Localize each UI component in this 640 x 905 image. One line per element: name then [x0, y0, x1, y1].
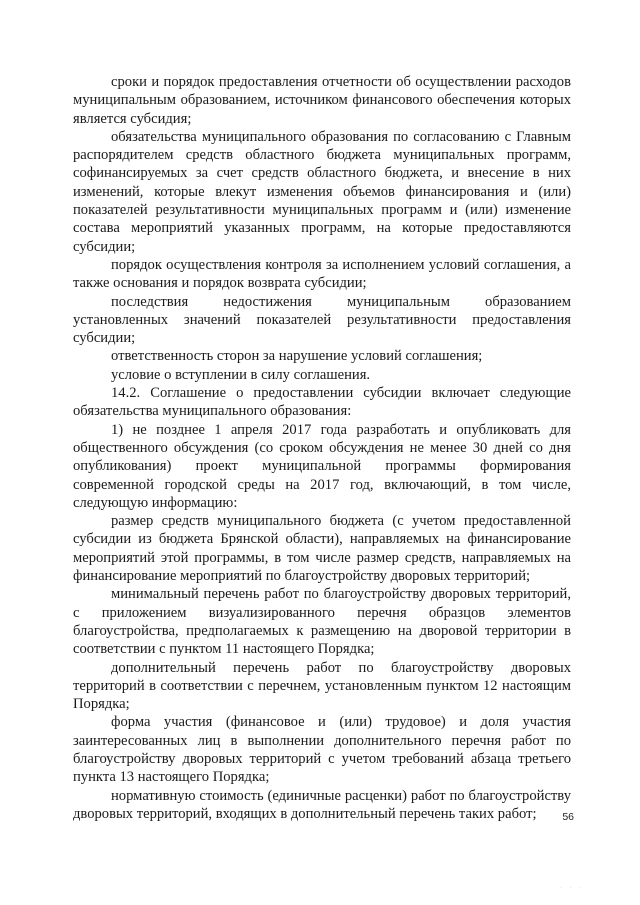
paragraph-9: размер средств муниципального бюджета (с учетом предоставленной субсидии из бюджета Брянской области), направляемых на финансирование мероприятий этой программы, в том числе размер средств, направляемых на финансирование мероприятий по благоустройству дворовых территорий; — [73, 513, 571, 585]
paragraph-11: дополнительный перечень работ по благоустройству дворовых территорий в соответствии с перечнем, установленным пунктом 12 настоящим Порядка; — [73, 659, 571, 713]
paragraph-13: нормативную стоимость (единичные расценки) работ по благоустройству дворовых территорий, входящих в дополнительный перечень таких работ; — [73, 787, 571, 822]
body-text — [73, 73, 571, 823]
paragraph-3: порядок осуществления контроля за исполнением условий соглашения, а также основания и порядок возврата субсидии; — [73, 256, 571, 292]
paragraph-7: 14.2. Соглашение о предоставлении субсидии включает следующие обязательства муниципального образования: — [73, 385, 571, 420]
paragraph-1: сроки и порядок предоставления отчетности об осуществлении расходов муниципальным образованием, источником финансового обеспечения которых является субсидия; — [73, 74, 571, 127]
paragraph-6: условие о вступлении в силу соглашения. — [111, 366, 371, 383]
paragraph-10: минимальный перечень работ по благоустройству дворовых территорий, с приложением визуализированного перечня образцов элементов благоустройства, предполагаемых к размещению на дворовой территории в соответствии с пунктом 11 настоящего Порядка; — [73, 586, 571, 658]
paragraph-12: форма участия (финансовое и (или) трудовое) и доля участия заинтересованных лиц в выполнении дополнительного перечня работ по благоустройству дворовых территорий с учетом требований абзаца третьего пункта 13 настоящего Порядка; — [73, 714, 571, 786]
page-number: 56 — [562, 811, 574, 823]
paragraph-4: последствия недостижения муниципальным образованием установленных значений показателей результативности предоставления субсидии; — [73, 293, 571, 347]
paragraph-8: 1) не позднее 1 апреля 2017 года разработать и опубликовать для общественного обсуждения (со сроком обсуждения не менее 30 дней со дня опубликования) проект муниципальной программы формирования современной городской среды на 2017 год, включающий, в том числе, следующую информацию: — [73, 421, 571, 511]
paragraph-5: ответственность сторон за нарушение условий соглашения; — [111, 348, 483, 365]
paragraph-2: обязательства муниципального образования по согласованию с Главным распорядителем средств областного бюджета муниципальных программ, софинансируемых за счет средств областного бюджета, и внесение в них изменений, которые влекут изменения объемов финансирования и (или) показателей результативности муниципальных программ и (или) изменение состава мероприятий указанных программ, на которые предоставляются субсидии; — [73, 128, 571, 255]
scan-noise: · · · — [560, 885, 584, 891]
